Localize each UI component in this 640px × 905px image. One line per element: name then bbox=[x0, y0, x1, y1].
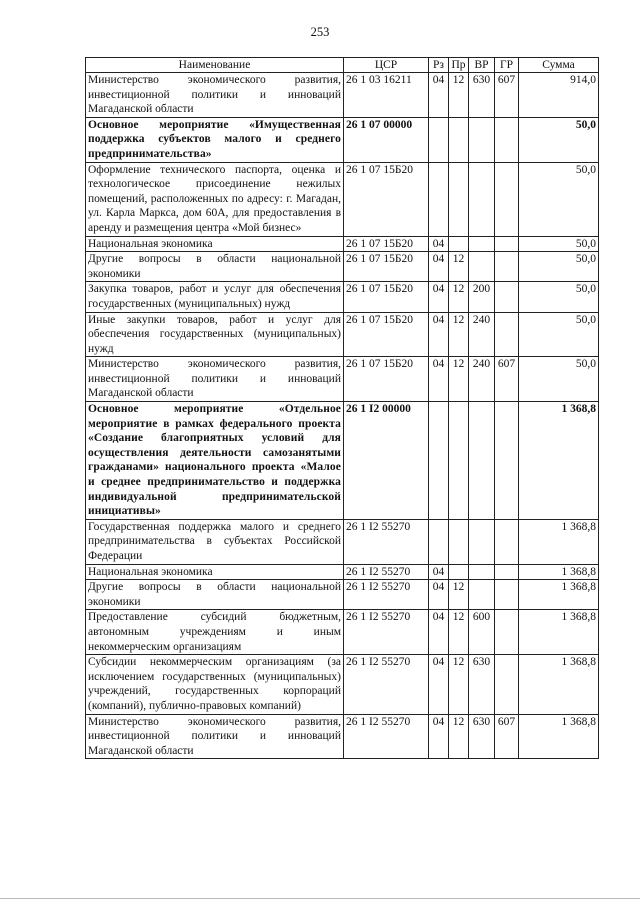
header-vr: ВР bbox=[469, 58, 495, 73]
cell-csr: 26 1 I2 55270 bbox=[344, 610, 429, 655]
cell-rz bbox=[429, 519, 449, 564]
cell-rz: 04 bbox=[429, 282, 449, 312]
cell-name: Основное мероприятие «Отдельное мероприятие в рамках федерального проекта «Создание благоприятных условий для осуществления деятельности самозанятыми гражданами» национального проекта «Малое и среднее предпринимательство и поддержка индивидуальной предпринимательской инициативы» bbox=[86, 402, 344, 520]
cell-vr: 240 bbox=[469, 357, 495, 402]
cell-gr bbox=[495, 162, 519, 236]
cell-gr bbox=[495, 655, 519, 714]
cell-csr: 26 1 07 15Б20 bbox=[344, 162, 429, 236]
page-bottom-edge bbox=[0, 898, 640, 899]
cell-name: Государственная поддержка малого и среднего предпринимательства в субъектах Российской Федерации bbox=[86, 519, 344, 564]
table-row bbox=[86, 162, 599, 236]
cell-pr bbox=[449, 162, 469, 236]
header-name: Наименование bbox=[86, 58, 344, 73]
cell-pr: 12 bbox=[449, 580, 469, 610]
cell-name: Министерство экономического развития, инвестиционной политики и инноваций Магаданской области bbox=[86, 357, 344, 402]
page-number: 253 bbox=[310, 25, 330, 39]
cell-name: Основное мероприятие «Имущественная поддержка субъектов малого и среднего предпринимательства» bbox=[86, 117, 344, 162]
table-body bbox=[86, 73, 599, 759]
cell-sum: 50,0 bbox=[519, 282, 599, 312]
cell-vr bbox=[469, 564, 495, 580]
cell-vr: 200 bbox=[469, 282, 495, 312]
cell-pr: 12 bbox=[449, 655, 469, 714]
cell-csr: 26 1 07 15Б20 bbox=[344, 312, 429, 357]
table-row bbox=[86, 236, 599, 252]
cell-rz bbox=[429, 162, 449, 236]
table-row bbox=[86, 312, 599, 357]
cell-csr: 26 1 03 16211 bbox=[344, 73, 429, 118]
cell-pr bbox=[449, 519, 469, 564]
cell-pr: 12 bbox=[449, 610, 469, 655]
cell-sum: 1 368,8 bbox=[519, 714, 599, 759]
cell-pr bbox=[449, 236, 469, 252]
cell-rz bbox=[429, 402, 449, 520]
cell-name: Министерство экономического развития, инвестиционной политики и инноваций Магаданской области bbox=[86, 73, 344, 118]
header-csr: ЦСР bbox=[344, 58, 429, 73]
cell-rz: 04 bbox=[429, 580, 449, 610]
cell-gr bbox=[495, 580, 519, 610]
table-row bbox=[86, 252, 599, 282]
cell-sum: 1 368,8 bbox=[519, 519, 599, 564]
table-header-row bbox=[86, 58, 599, 73]
cell-pr: 12 bbox=[449, 714, 469, 759]
cell-rz: 04 bbox=[429, 312, 449, 357]
cell-sum: 50,0 bbox=[519, 252, 599, 282]
cell-rz bbox=[429, 117, 449, 162]
cell-csr: 26 1 07 15Б20 bbox=[344, 282, 429, 312]
table-row bbox=[86, 564, 599, 580]
cell-csr: 26 1 07 15Б20 bbox=[344, 236, 429, 252]
cell-gr bbox=[495, 519, 519, 564]
cell-vr: 630 bbox=[469, 73, 495, 118]
header-sum: Сумма bbox=[519, 58, 599, 73]
cell-sum: 50,0 bbox=[519, 162, 599, 236]
cell-name: Национальная экономика bbox=[86, 564, 344, 580]
cell-pr: 12 bbox=[449, 357, 469, 402]
table-row bbox=[86, 282, 599, 312]
cell-vr: 630 bbox=[469, 714, 495, 759]
cell-vr: 630 bbox=[469, 655, 495, 714]
header-pr: Пр bbox=[449, 58, 469, 73]
cell-sum: 50,0 bbox=[519, 357, 599, 402]
cell-csr: 26 1 I2 55270 bbox=[344, 580, 429, 610]
cell-csr: 26 1 07 15Б20 bbox=[344, 252, 429, 282]
cell-name: Закупка товаров, работ и услуг для обеспечения государственных (муниципальных) нужд bbox=[86, 282, 344, 312]
table-row bbox=[86, 519, 599, 564]
cell-pr bbox=[449, 117, 469, 162]
cell-name: Иные закупки товаров, работ и услуг для обеспечения государственных (муниципальных) нужд bbox=[86, 312, 344, 357]
cell-pr: 12 bbox=[449, 282, 469, 312]
cell-vr: 240 bbox=[469, 312, 495, 357]
table-row bbox=[86, 402, 599, 520]
cell-sum: 1 368,8 bbox=[519, 564, 599, 580]
cell-name: Национальная экономика bbox=[86, 236, 344, 252]
cell-sum: 1 368,8 bbox=[519, 655, 599, 714]
cell-csr: 26 1 I2 55270 bbox=[344, 714, 429, 759]
cell-csr: 26 1 I2 55270 bbox=[344, 519, 429, 564]
cell-vr bbox=[469, 162, 495, 236]
cell-pr bbox=[449, 564, 469, 580]
cell-name: Субсидии некоммерческим организациям (за исключением государственных (муниципальных) учреждений, государственных корпораций (компаний), публично-правовых компаний) bbox=[86, 655, 344, 714]
header-rz: Рз bbox=[429, 58, 449, 73]
cell-pr bbox=[449, 402, 469, 520]
cell-vr bbox=[469, 252, 495, 282]
cell-csr: 26 1 I2 55270 bbox=[344, 564, 429, 580]
cell-vr bbox=[469, 580, 495, 610]
cell-gr bbox=[495, 402, 519, 520]
table-row bbox=[86, 714, 599, 759]
cell-rz: 04 bbox=[429, 610, 449, 655]
cell-vr bbox=[469, 402, 495, 520]
cell-rz: 04 bbox=[429, 252, 449, 282]
cell-sum: 914,0 bbox=[519, 73, 599, 118]
cell-name: Предоставление субсидий бюджетным, автономным учреждениям и иным некоммерческим организациям bbox=[86, 610, 344, 655]
cell-gr: 607 bbox=[495, 357, 519, 402]
cell-sum: 50,0 bbox=[519, 117, 599, 162]
cell-sum: 50,0 bbox=[519, 236, 599, 252]
header-gr: ГР bbox=[495, 58, 519, 73]
cell-sum: 1 368,8 bbox=[519, 402, 599, 520]
cell-gr bbox=[495, 252, 519, 282]
table-row bbox=[86, 655, 599, 714]
cell-csr: 26 1 07 00000 bbox=[344, 117, 429, 162]
table-row bbox=[86, 73, 599, 118]
cell-gr bbox=[495, 236, 519, 252]
cell-rz: 04 bbox=[429, 564, 449, 580]
cell-csr: 26 1 I2 55270 bbox=[344, 655, 429, 714]
cell-vr bbox=[469, 117, 495, 162]
cell-rz: 04 bbox=[429, 236, 449, 252]
cell-rz: 04 bbox=[429, 655, 449, 714]
cell-gr bbox=[495, 312, 519, 357]
cell-gr: 607 bbox=[495, 714, 519, 759]
cell-rz: 04 bbox=[429, 357, 449, 402]
cell-pr: 12 bbox=[449, 73, 469, 118]
cell-pr: 12 bbox=[449, 252, 469, 282]
budget-table bbox=[85, 57, 599, 759]
cell-gr bbox=[495, 282, 519, 312]
cell-gr bbox=[495, 117, 519, 162]
cell-vr: 600 bbox=[469, 610, 495, 655]
cell-gr: 607 bbox=[495, 73, 519, 118]
cell-csr: 26 1 07 15Б20 bbox=[344, 357, 429, 402]
cell-name: Оформление технического паспорта, оценка и технологическое присоединение нежилых помещений, расположенных по адресу: г. Магадан, ул. Карла Маркса, дом 60А, для предоставления в аренду и размещения центра «Мой бизнес» bbox=[86, 162, 344, 236]
cell-sum: 1 368,8 bbox=[519, 610, 599, 655]
cell-name: Другие вопросы в области национальной экономики bbox=[86, 580, 344, 610]
cell-name: Министерство экономического развития, инвестиционной политики и инноваций Магаданской области bbox=[86, 714, 344, 759]
table-row bbox=[86, 117, 599, 162]
table-row bbox=[86, 610, 599, 655]
table-row bbox=[86, 580, 599, 610]
cell-rz: 04 bbox=[429, 714, 449, 759]
cell-gr bbox=[495, 610, 519, 655]
cell-sum: 50,0 bbox=[519, 312, 599, 357]
cell-vr bbox=[469, 236, 495, 252]
cell-gr bbox=[495, 564, 519, 580]
cell-csr: 26 1 I2 00000 bbox=[344, 402, 429, 520]
cell-pr: 12 bbox=[449, 312, 469, 357]
cell-sum: 1 368,8 bbox=[519, 580, 599, 610]
cell-name: Другие вопросы в области национальной экономики bbox=[86, 252, 344, 282]
table-row bbox=[86, 357, 599, 402]
cell-vr bbox=[469, 519, 495, 564]
cell-rz: 04 bbox=[429, 73, 449, 118]
